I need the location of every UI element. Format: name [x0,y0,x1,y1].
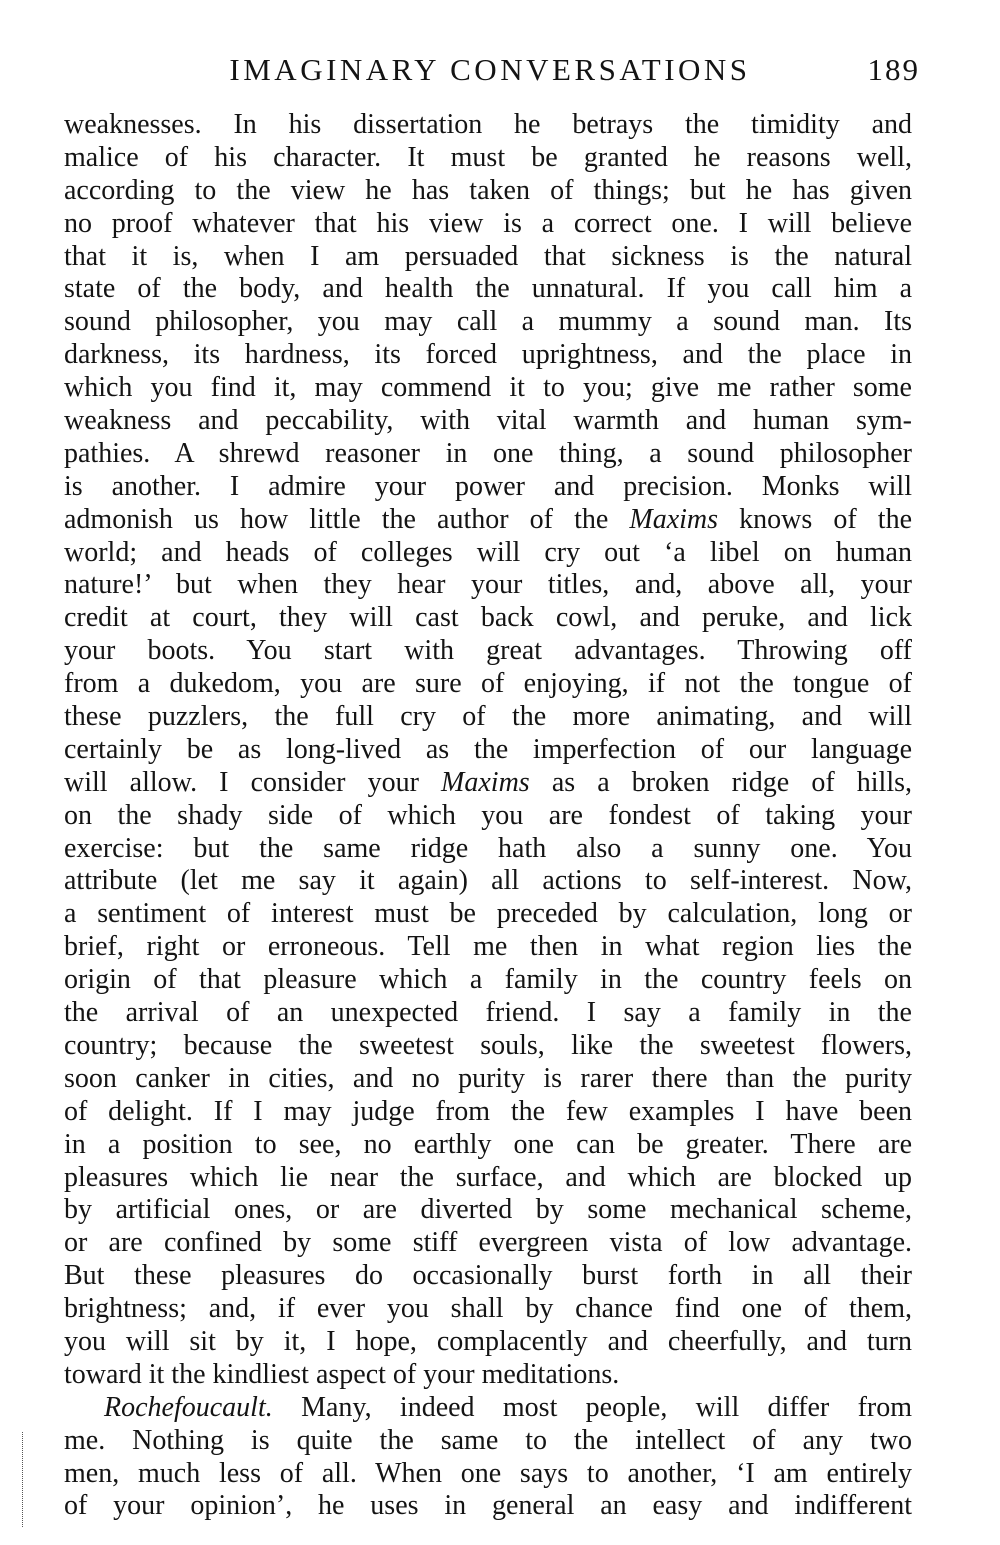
text-line: the arrival of an unexpected friend. I say a family in the [64,997,912,1029]
body-text [64,109,912,1523]
book-title-maxims: Maxims [441,766,530,798]
text-line: nature!’ but when they hear your titles, and, above all, your [64,569,912,601]
book-title-maxims: Maxims [629,503,719,535]
text-line [64,504,912,537]
text-line: no proof whatever that his view is a correct one. I will believe [64,207,912,239]
text-line: darkness, its hardness, its forced uprightness, and the place in [64,339,912,371]
text-line: brightness; and, if ever you shall by chance find one of them, [64,1293,912,1325]
speaker-name: Rochefoucault. [104,1391,273,1423]
text-line: from a dukedom, you are sure of enjoying, if not the tongue of [64,668,912,700]
text-line: weakness and peccability, with vital warmth and human sym- [64,405,912,437]
text-line: credit at court, they will cast back cowl, and peruke, and lick [64,602,912,634]
text-run: admonish us how little the author of the [64,503,630,535]
text-line: your boots. You start with great advantages. Throwing off [64,635,912,667]
text-line: sound philosopher, you may call a mummy a sound man. Its [64,306,912,338]
text-line: of delight. If I may judge from the few examples I have been [64,1095,912,1127]
text-line: world; and heads of colleges will cry out ‘a libel on human [64,536,912,568]
text-line: these puzzlers, the full cry of the more animating, and will [64,701,912,733]
text-line: pathies. A shrewd reasoner in one thing, a sound philosopher [64,437,912,469]
text-line: country; because the sweetest souls, like the sweetest flowers, [64,1029,912,1061]
text-line [64,1392,912,1425]
text-line: men, much less of all. When one says to another, ‘I am entirely [64,1457,912,1489]
text-line: by artificial ones, or are diverted by some mechanical scheme, [64,1194,912,1226]
page-header [60,48,920,92]
text-run: will allow. I consider your [64,766,442,798]
text-line: which you find it, may commend it to you; give me rather some [64,372,912,404]
text-line: exercise: but the same ridge hath also a sunny one. You [64,832,912,864]
text-line: me. Nothing is quite the same to the intellect of any two [64,1424,912,1456]
text-line [64,767,912,800]
text-line: of your opinion’, he uses in general an easy and indifferent [64,1490,912,1522]
text-line: according to the view he has taken of things; but he has given [64,174,912,206]
text-line: on the shady side of which you are fondest of taking your [64,799,912,831]
text-line: or are confined by some stiff evergreen vista of low advantage. [64,1227,912,1259]
text-line: you will sit by it, I hope, complacently and cheerfully, and turn [64,1325,912,1357]
text-line: brief, right or erroneous. Tell me then in what region lies the [64,931,912,963]
page-number: 189 [867,52,920,87]
text-line: certainly be as long-lived as the imperfection of our language [64,733,912,765]
text-line: weaknesses. In his dissertation he betrays the timidity and [64,109,912,140]
text-run: knows of the [718,503,912,535]
text-line: pleasures which lie near the surface, and which are blocked up [64,1161,912,1193]
text-line: malice of his character. It must be granted he reasons well, [64,141,912,173]
text-line: a sentiment of interest must be preceded by calculation, long or [64,898,912,930]
text-line: toward it the kindliest aspect of your meditations. [64,1358,620,1390]
text-line: origin of that pleasure which a family in the country feels on [64,964,912,996]
text-line: in a position to see, no earthly one can be greater. There are [64,1128,912,1160]
text-run: Many, indeed most people, will differ from [272,1391,912,1423]
text-line: But these pleasures do occasionally burst forth in all their [64,1260,912,1292]
margin-scan-mark [22,1432,23,1527]
text-line: attribute (let me say it again) all actions to self-interest. Now, [64,865,912,897]
text-line: soon canker in cities, and no purity is rarer there than the purity [64,1062,912,1094]
text-line: state of the body, and health the unnatural. If you call him a [64,273,912,305]
running-title: IMAGINARY CONVERSATIONS [229,52,751,87]
text-line: is another. I admire your power and precision. Monks will [64,470,912,502]
text-line: that it is, when I am persuaded that sickness is the natural [64,240,912,272]
text-run: as a broken ridge of hills, [529,766,913,798]
